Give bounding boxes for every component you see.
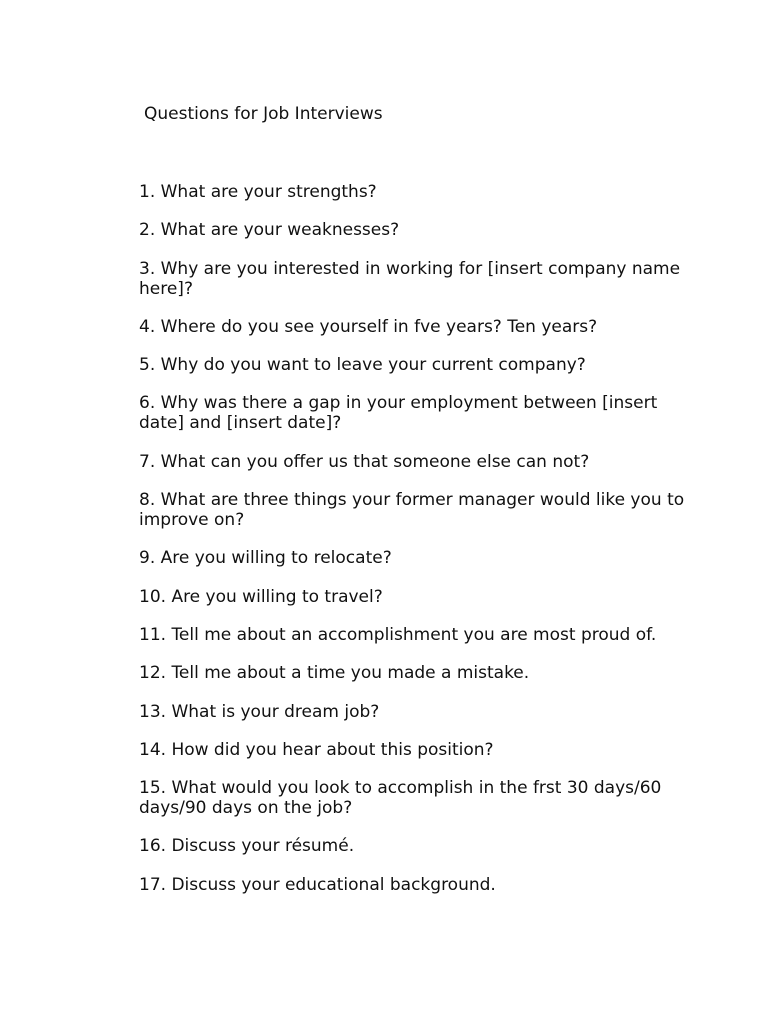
question-item: 2. What are your weaknesses? <box>139 220 400 241</box>
question-item: 15. What would you look to accomplish in the frst 30 days/60 days/90 days on the job? <box>139 778 662 819</box>
question-item: 11. Tell me about an accomplishment you are most proud of. <box>139 624 657 645</box>
question-item: 7. What can you offer us that someone else can not? <box>139 451 590 472</box>
page-title: Questions for Job Interviews <box>144 104 383 124</box>
question-item: 8. What are three things your former manager would like you to improve on? <box>139 490 685 531</box>
question-list <box>139 182 687 913</box>
question-item: 4. Where do you see yourself in fve years? Ten years? <box>139 316 598 337</box>
question-item: 16. Discuss your résumé. <box>139 836 355 857</box>
question-item: 10. Are you willing to travel? <box>139 586 383 607</box>
question-item: 9. Are you willing to relocate? <box>139 548 392 569</box>
question-item: 5. Why do you want to leave your current company? <box>139 355 586 376</box>
question-item: 17. Discuss your educational background. <box>139 874 496 895</box>
question-item: 14. How did you hear about this position? <box>139 739 494 760</box>
question-item: 12. Tell me about a time you made a mistake. <box>139 663 530 684</box>
question-item: 6. Why was there a gap in your employment between [insert date] and [insert date]? <box>139 393 658 434</box>
question-item: 13. What is your dream job? <box>139 701 380 722</box>
question-item: 3. Why are you interested in working for [insert company name here]? <box>139 258 681 299</box>
question-item: 1. What are your strengths? <box>139 182 377 202</box>
